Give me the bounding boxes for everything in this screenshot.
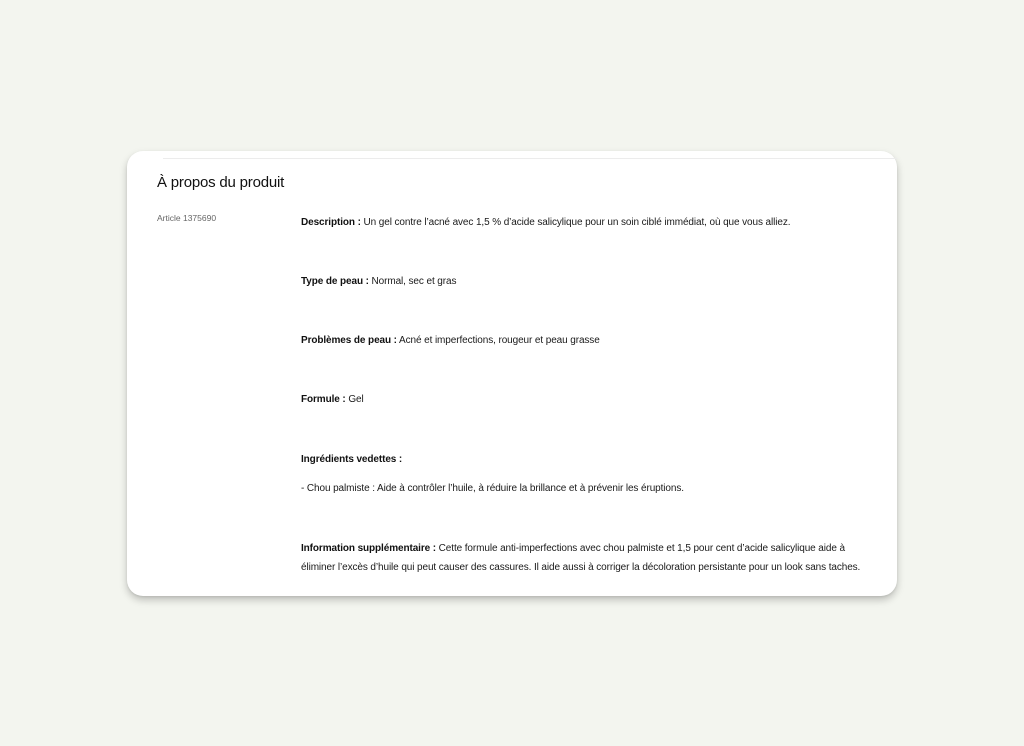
ingredient-item	[301, 479, 871, 498]
description-label: Description :	[301, 217, 361, 228]
additional-info-label: Information supplémentaire :	[301, 543, 436, 554]
formula-value: Gel	[345, 394, 364, 405]
skin-type-label: Type de peau :	[301, 276, 369, 287]
key-ingredients-label: Ingrédients vedettes :	[301, 454, 403, 465]
formula-label: Formule :	[301, 394, 346, 405]
skin-type-row	[301, 272, 871, 291]
description-value: Un gel contre l’acné avec 1,5 % d’acide salicylique pour un soin ciblé immédiat, où que vous alliez.	[360, 217, 791, 228]
section-title: À propos du produit	[157, 174, 285, 191]
skin-type-value: Normal, sec et gras	[368, 276, 457, 287]
product-info-card	[127, 151, 897, 596]
description-row	[301, 213, 871, 232]
formula-row	[301, 390, 871, 409]
divider	[163, 158, 897, 159]
key-ingredients-row	[301, 450, 871, 469]
additional-info-value: Cette formule anti-imperfections avec chou palmiste et 1,5 pour cent d’acide salicylique aide à éliminer l’excès d’huile qui peut causer des cassures. Il aide aussi à corriger la décoloration persistante pour un look sans taches.	[301, 543, 861, 573]
article-number: Article 1375690	[157, 213, 217, 223]
additional-info-row	[301, 539, 871, 577]
ingredient-text: - Chou palmiste : Aide à contrôler l’huile, à réduire la brillance et à prévenir les éruptions.	[301, 483, 684, 494]
skin-concerns-label: Problèmes de peau :	[301, 335, 397, 346]
skin-concerns-value: Acné et imperfections, rougeur et peau grasse	[396, 335, 600, 346]
skin-concerns-row	[301, 331, 871, 350]
